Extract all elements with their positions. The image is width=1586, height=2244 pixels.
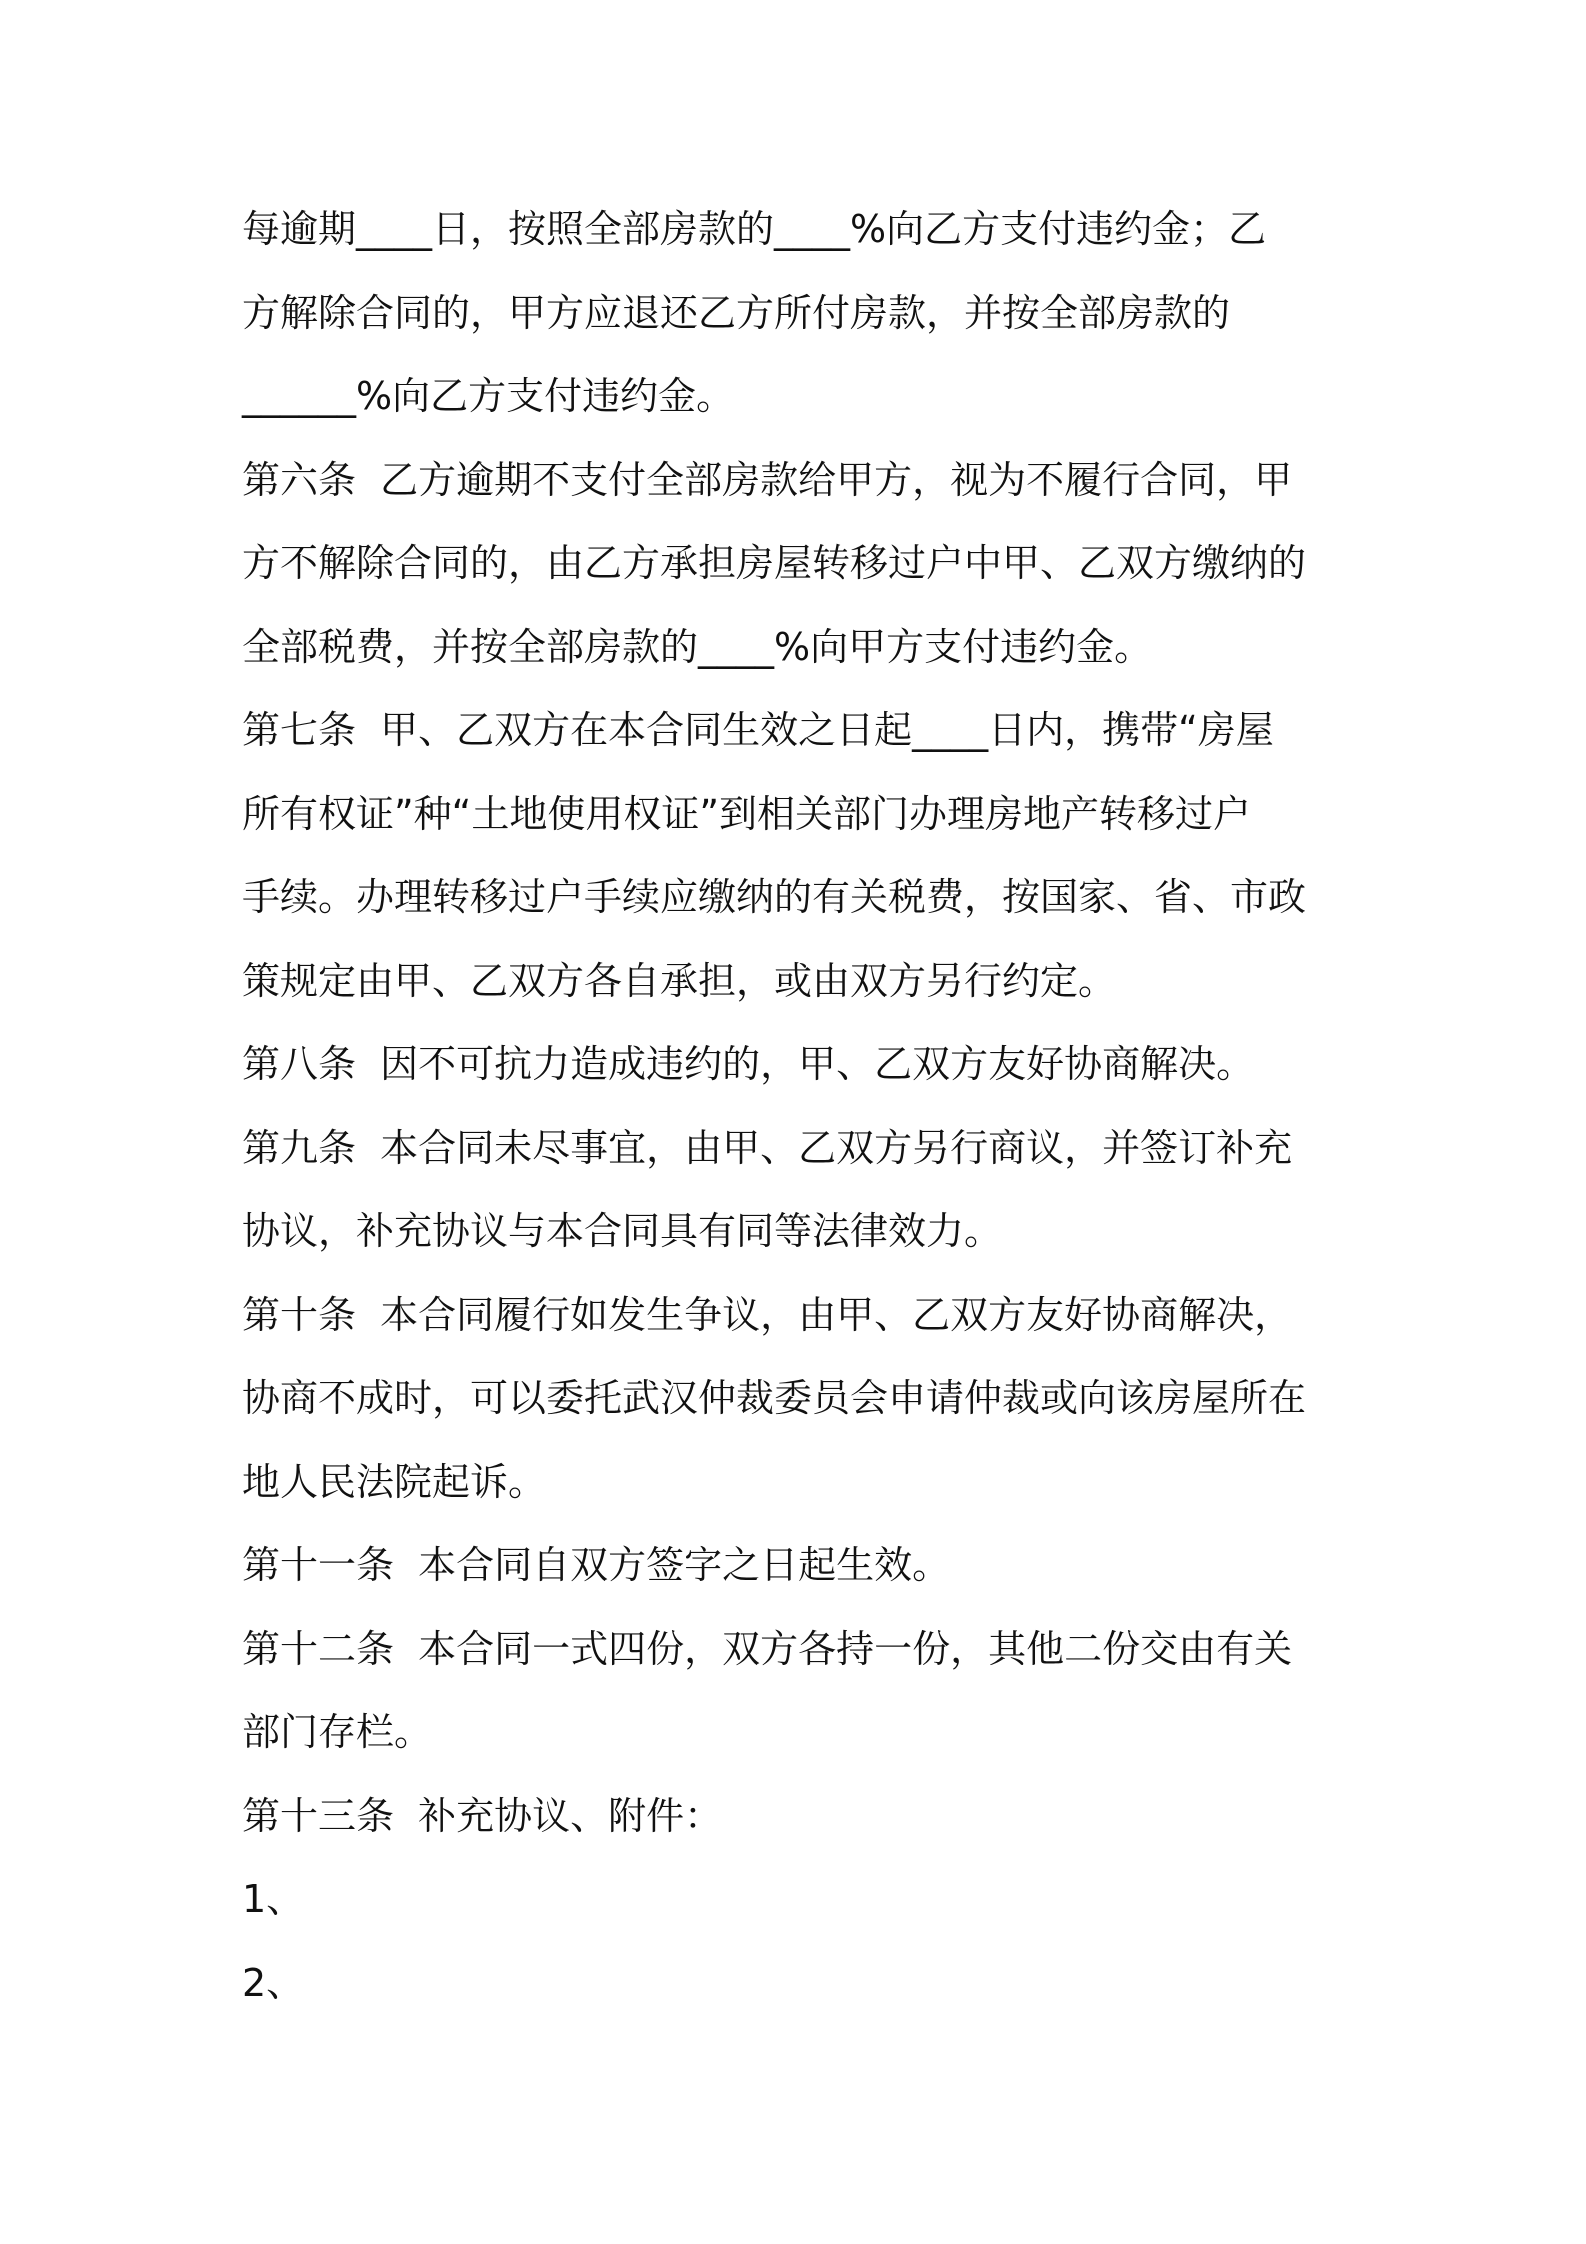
text-line: 协议，补充协议与本合同具有同等法律效力。 bbox=[242, 1209, 1003, 1253]
article-13-line: 第十三条 补充协议、附件： bbox=[242, 1793, 723, 1838]
text-line: 策规定由甲、乙双方各自承担，或由双方另行约定。 bbox=[242, 958, 1117, 1003]
list-item: 1、 bbox=[242, 1877, 305, 1921]
article-11-line: 第十一条 本合同自双方签字之日起生效。 bbox=[242, 1543, 951, 1587]
text-line: ______%向乙方支付违约金。 bbox=[242, 374, 735, 418]
article-6-line: 第六条 乙方逾期不支付全部房款给甲方，视为不履行合同，甲 bbox=[242, 457, 1293, 502]
text-line: 方解除合同的，甲方应退还乙方所付房款，并按全部房款的 bbox=[242, 290, 1231, 335]
article-12-line: 第十二条 本合同一式四份，双方各持一份，其他二份交由有关 bbox=[242, 1626, 1293, 1671]
text-line: 协商不成时，可以委托武汉仲裁委员会申请仲裁或向该房屋所在 bbox=[242, 1376, 1307, 1420]
contract-body bbox=[242, 188, 1358, 2025]
article-10-line: 第十条 本合同履行如发生争议，由甲、乙双方友好协商解决， bbox=[242, 1292, 1293, 1337]
text-line: 方不解除合同的，由乙方承担房屋转移过户中甲、乙双方缴纳的 bbox=[242, 541, 1307, 585]
text-line: 地人民法院起诉。 bbox=[242, 1459, 547, 1504]
article-7-line: 第七条 甲、乙双方在本合同生效之日起____日内，携带“房屋 bbox=[242, 708, 1274, 752]
text-line: 部门存栏。 bbox=[242, 1710, 433, 1754]
article-9-line: 第九条 本合同未尽事宜，由甲、乙双方另行商议，并签订补充 bbox=[242, 1125, 1293, 1170]
text-line: 全部税费，并按全部房款的____%向甲方支付违约金。 bbox=[242, 624, 1153, 669]
article-8-line: 第八条 因不可抗力造成违约的，甲、乙双方友好协商解决。 bbox=[242, 1042, 1255, 1086]
text-line: 手续。办理转移过户手续应缴纳的有关税费，按国家、省、市政 bbox=[242, 875, 1307, 919]
list-item: 2、 bbox=[242, 1960, 305, 2005]
text-line: 每逾期____日，按照全部房款的____%向乙方支付违约金；乙 bbox=[242, 207, 1267, 251]
text-line: 所有权证”种“土地使用权证”到相关部门办理房地产转移过户 bbox=[242, 791, 1252, 836]
